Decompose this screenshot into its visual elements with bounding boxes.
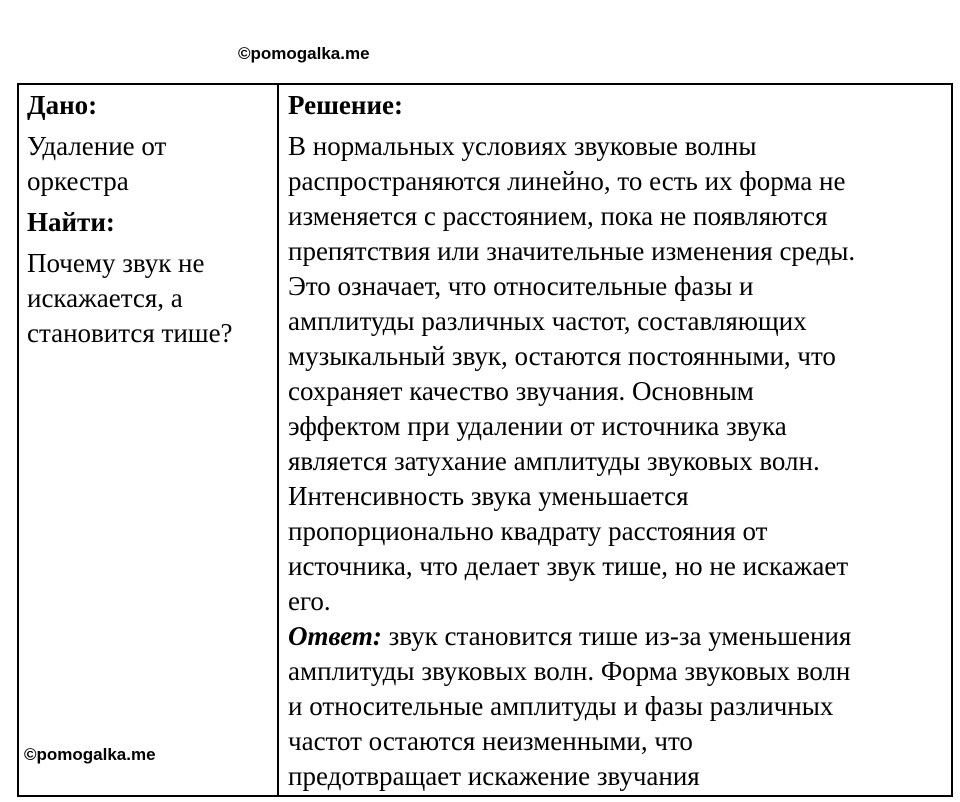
column-divider xyxy=(277,83,279,797)
solution-column xyxy=(288,88,944,794)
solution-line: является затухание амплитуды звуковых волн. xyxy=(288,446,820,476)
given-text xyxy=(27,129,272,199)
solution-heading: Решение: xyxy=(288,90,403,120)
answer-line: предотвращает искажение звучания xyxy=(288,761,700,791)
solution-line: амплитуды различных частот, составляющих xyxy=(288,306,807,336)
given-column xyxy=(27,88,272,351)
watermark-bottom: ©pomogalka.me xyxy=(24,745,156,764)
solution-line: Интенсивность звука уменьшается xyxy=(288,481,689,511)
solution-line: Это означает, что относительные фазы и xyxy=(288,271,754,301)
given-heading: Дано: xyxy=(27,90,98,120)
find-text xyxy=(27,246,272,351)
given-line: Удаление от xyxy=(27,131,167,161)
answer-line: амплитуды звуковых волн. Форма звуковых волн xyxy=(288,656,851,686)
solution-line: сохраняет качество звучания. Основным xyxy=(288,376,754,406)
solution-line: В нормальных условиях звуковые волны xyxy=(288,131,757,161)
solution-line: изменяется с расстоянием, пока не появляются xyxy=(288,201,828,231)
solution-line: пропорционально квадрату расстояния от xyxy=(288,516,768,546)
given-line: оркестра xyxy=(27,166,129,196)
solution-text xyxy=(288,129,944,619)
answer-first-line xyxy=(288,619,944,654)
find-line: становится тише? xyxy=(27,318,233,348)
answer-first-text: звук становится тише из-за уменьшения xyxy=(381,621,852,651)
find-line: Почему звук не xyxy=(27,248,205,278)
watermark-top: ©pomogalka.me xyxy=(238,44,370,63)
answer-label: Ответ: xyxy=(288,621,382,651)
solution-line: эффектом при удалении от источника звука xyxy=(288,411,787,441)
solution-line: распространяются линейно, то есть их форма не xyxy=(288,166,846,196)
solution-line: музыкальный звук, остаются постоянными, что xyxy=(288,341,836,371)
find-line: искажается, а xyxy=(27,283,183,313)
solution-line: источника, что делает звук тише, но не искажает xyxy=(288,551,849,581)
solution-line: препятствия или значительные изменения среды. xyxy=(288,236,856,266)
find-heading: Найти: xyxy=(27,207,115,237)
answer-text xyxy=(288,619,944,794)
answer-line: частот остаются неизменными, что xyxy=(288,726,693,756)
answer-line: и относительные амплитуды и фазы различных xyxy=(288,691,834,721)
solution-line: его. xyxy=(288,586,331,616)
